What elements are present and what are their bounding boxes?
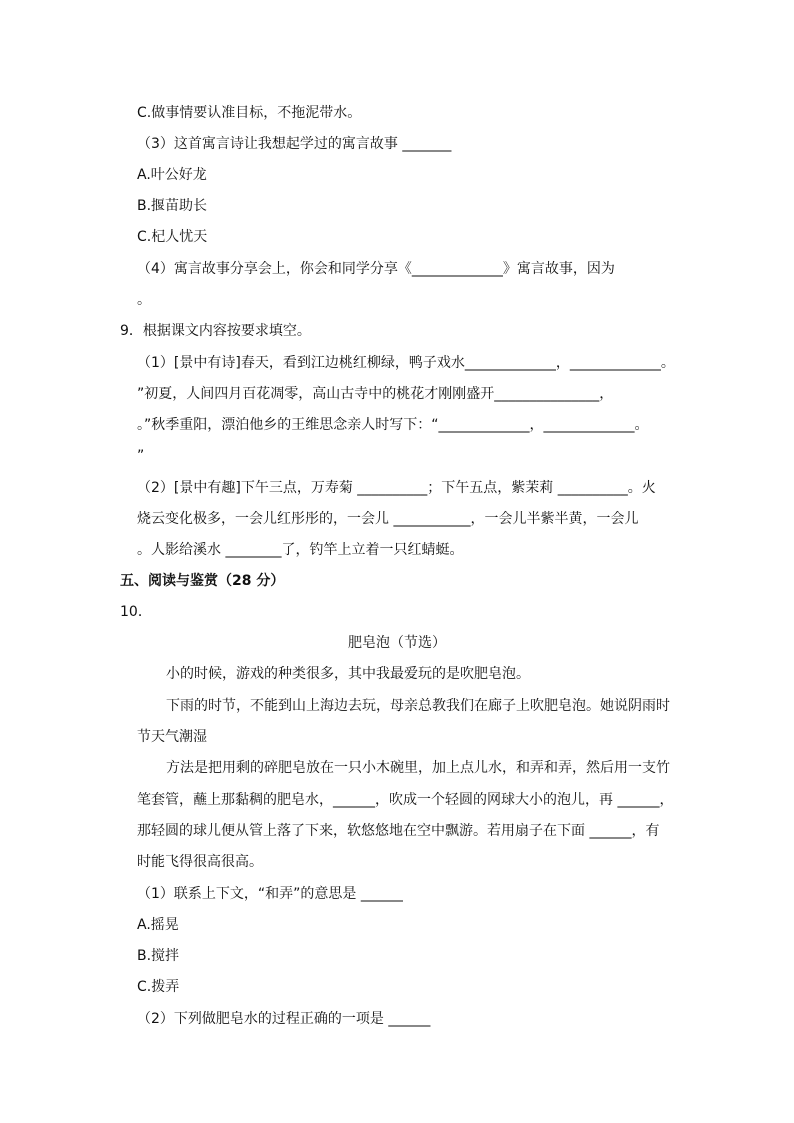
passage-paragraph-3-line3: 那轻圆的球儿便从管上落了下来，软悠悠地在空中飘游。若用扇子在下面 ______，有 xyxy=(137,823,660,839)
question-9-1-line2: ”初夏，人间四月百花凋零，高山古寺中的桃花才刚刚盛开_______________， xyxy=(137,386,614,402)
passage-paragraph-3-line2: 笔套管，蘸上那黏稠的肥皂水，______，吹成一个轻圆的网球大小的泡儿，再 ______， xyxy=(137,792,674,808)
question-8-4-cont: 。 xyxy=(137,292,151,308)
option-c-q3: C.杞人忧天 xyxy=(137,229,208,245)
question-10-2: （2）下列做肥皂水的过程正确的一项是 ______ xyxy=(137,1011,431,1027)
passage-paragraph-3-line4: 时能飞得很高很高。 xyxy=(137,854,263,870)
option-c-10-1: C.拨弄 xyxy=(137,979,180,995)
passage-paragraph-1: 小的时候，游戏的种类很多，其中我最爱玩的是吹肥皂泡。 xyxy=(166,666,530,682)
passage-paragraph-3-line1: 方法是把用剩的碎肥皂放在一只小木碗里，加上点儿水，和弄和弄，然后用一支竹 xyxy=(166,760,670,776)
question-9-title: 9．根据课文内容按要求填空。 xyxy=(120,323,311,339)
option-b-10-1: B.搅拌 xyxy=(137,948,180,964)
option-a-q3: A.叶公好龙 xyxy=(137,167,207,183)
question-9-1-line1: （1）[景中有诗]春天，看到江边桃红柳绿，鸭子戏水_____________，_____________。 xyxy=(137,355,675,371)
passage-paragraph-2-line1: 下雨的时节，不能到山上海边去玩，母亲总教我们在廊子上吹肥皂泡。她说阴雨时 xyxy=(166,698,670,714)
passage-title: 肥皂泡（节选） xyxy=(348,635,446,651)
question-8-3: （3）这首寓言诗让我想起学过的寓言故事 _______ xyxy=(137,136,452,152)
question-8-4: （4）寓言故事分享会上，你会和同学分享《_____________》寓言故事，因为 xyxy=(137,261,615,277)
question-10-1: （1）联系上下文，“和弄”的意思是 ______ xyxy=(137,886,403,902)
question-9-1-line3: 。”秋季重阳，漂泊他乡的王维思念亲人时写下：“_____________，_____________。 xyxy=(137,417,649,433)
question-9-1-line4: ” xyxy=(137,448,145,464)
passage-paragraph-2-line2: 节天气潮湿 xyxy=(137,729,207,745)
question-10-number: 10． xyxy=(120,604,152,620)
question-9-2-line1: （2）[景中有趣]下午三点，万寿菊 __________；下午五点，紫茉莉 __________。火 xyxy=(137,480,656,496)
question-9-2-line3: 。人影给溪水 ________了，钓竿上立着一只红蜻蜓。 xyxy=(137,542,464,558)
question-9-2-line2: 烧云变化极多，一会儿红彤彤的，一会儿 ___________，一会儿半紫半黄，一会儿 xyxy=(137,511,639,527)
option-a-10-1: A.摇晃 xyxy=(137,917,179,933)
option-b-q3: B.揠苗助长 xyxy=(137,198,208,214)
option-c-q2: C.做事情要认准目标，不拖泥带水。 xyxy=(137,105,362,121)
section-5-heading: 五、阅读与鉴赏（28 分） xyxy=(120,573,285,589)
